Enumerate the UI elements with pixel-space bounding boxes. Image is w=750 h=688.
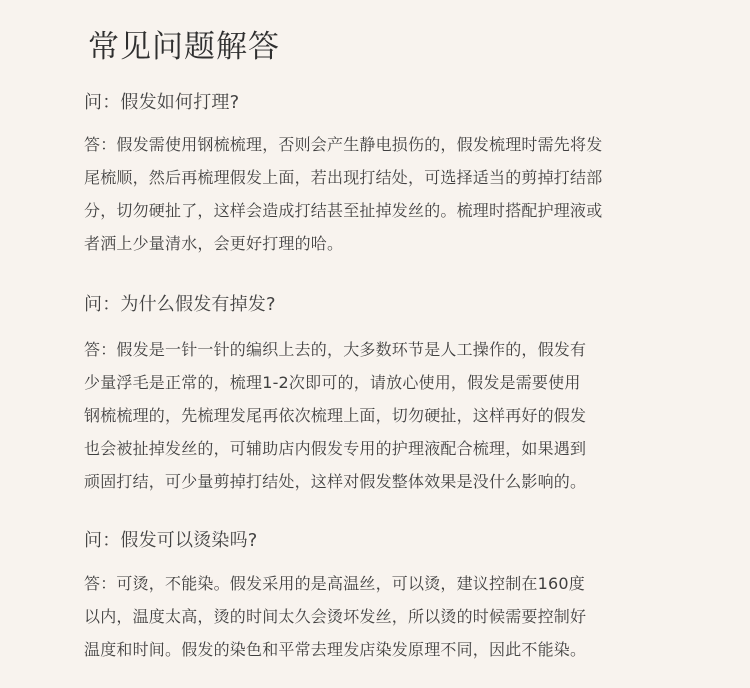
answer-line: 者洒上少量清水，会更好打理的哈。 xyxy=(84,234,344,253)
answer-line: 也会被扯掉发丝的，可辅助店内假发专用的护理液配合梳理，如果遇到 xyxy=(84,439,587,458)
faq-answer-perm-dye xyxy=(84,567,694,666)
faq-question-hair-care: 问：假发如何打理? xyxy=(84,92,240,113)
answer-line: 少量浮毛是正常的，梳理1-2次即可的，请放心使用，假发是需要使用 xyxy=(84,373,581,392)
answer-line: 答：可烫，不能染。假发采用的是高温丝，可以烫，建议控制在160度 xyxy=(84,574,585,593)
faq-answer-hair-shedding xyxy=(84,333,694,498)
answer-line: 答：假发需使用钢梳梳理，否则会产生静电损伤的，假发梳理时需先将发 xyxy=(84,135,603,154)
answer-line: 以内，温度太高，烫的时间太久会烫坏发丝，所以烫的时候需要控制好 xyxy=(84,607,587,626)
faq-question-perm-dye: 问：假发可以烫染吗? xyxy=(84,530,258,551)
answer-line: 顽固打结，可少量剪掉打结处，这样对假发整体效果是没什么影响的。 xyxy=(84,472,587,491)
answer-line: 钢梳梳理的，先梳理发尾再依次梳理上面，切勿硬扯，这样再好的假发 xyxy=(84,406,587,425)
answer-line: 尾梳顺，然后再梳理假发上面，若出现打结处，可选择适当的剪掉打结部 xyxy=(84,168,603,187)
answer-line: 分，切勿硬扯了，这样会造成打结甚至扯掉发丝的。梳理时搭配护理液或 xyxy=(84,201,603,220)
faq-answer-hair-care xyxy=(84,128,694,260)
page-title: 常见问题解答 xyxy=(88,29,280,65)
faq-question-hair-shedding: 问：为什么假发有掉发? xyxy=(84,294,276,315)
answer-line: 温度和时间。假发的染色和平常去理发店染发原理不同，因此不能染。 xyxy=(84,640,587,659)
answer-line: 答：假发是一针一针的编织上去的，大多数环节是人工操作的，假发有 xyxy=(84,340,587,359)
